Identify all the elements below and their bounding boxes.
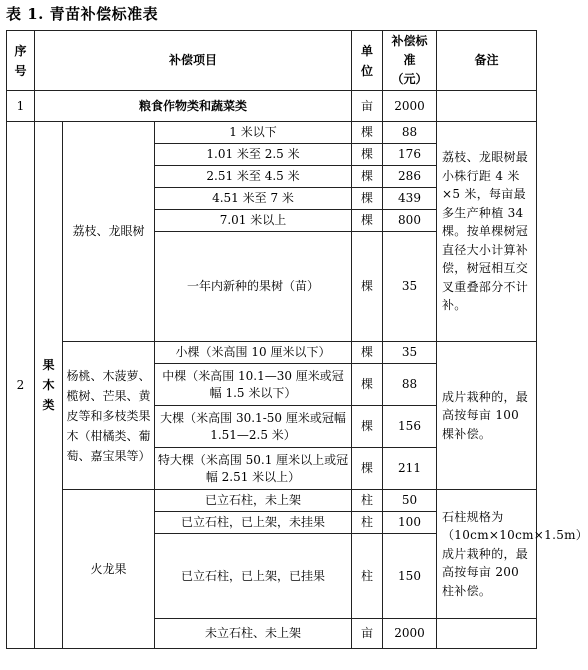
unit-cell: 亩 — [352, 619, 383, 649]
row1-seq: 1 — [7, 91, 35, 122]
std-cell: 35 — [383, 342, 437, 364]
std-cell: 439 — [383, 188, 437, 210]
header-seq: 序号 — [7, 31, 35, 91]
category-cell: 果木类 — [35, 122, 63, 649]
spec-cell: 4.51 米至 7 米 — [155, 188, 352, 210]
dragon-fruit-note: 石柱规格为（10cm×10cm×1.5m）成片栽种的，最高按每亩 200 柱补偿。 — [437, 490, 537, 619]
std-cell: 286 — [383, 166, 437, 188]
empty-note-cell — [437, 619, 537, 649]
row1-std: 2000 — [383, 91, 437, 122]
unit-cell: 棵 — [352, 448, 383, 490]
unit-cell: 棵 — [352, 188, 383, 210]
compensation-table — [6, 30, 588, 649]
spec-cell: 大棵（米高围 30.1-50 厘米或冠幅 1.51—2.5 米） — [155, 406, 352, 448]
spec-cell: 2.51 米至 4.5 米 — [155, 166, 352, 188]
table-row — [7, 490, 537, 512]
unit-cell: 棵 — [352, 364, 383, 406]
spec-cell: 7.01 米以上 — [155, 210, 352, 232]
row1-item: 粮食作物类和蔬菜类 — [35, 91, 352, 122]
std-cell: 88 — [383, 364, 437, 406]
unit-cell: 柱 — [352, 534, 383, 619]
header-row — [7, 31, 537, 91]
std-cell: 88 — [383, 122, 437, 144]
table-row — [7, 342, 537, 364]
spec-cell: 已立石柱，未上架 — [155, 490, 352, 512]
unit-cell: 柱 — [352, 512, 383, 534]
table-title: 表 1. 青苗补偿标准表 — [6, 5, 159, 23]
std-cell: 100 — [383, 512, 437, 534]
spec-cell: 未立石柱、未上架 — [155, 619, 352, 649]
header-std: 补偿标准（元） — [383, 31, 437, 91]
spec-cell: 已立石柱，已上架，未挂果 — [155, 512, 352, 534]
unit-cell: 柱 — [352, 490, 383, 512]
std-cell: 176 — [383, 144, 437, 166]
spec-cell: 中棵（米高围 10.1—30 厘米或冠幅 1.5 米以下） — [155, 364, 352, 406]
unit-cell: 棵 — [352, 232, 383, 342]
std-cell: 156 — [383, 406, 437, 448]
table-row — [7, 91, 537, 122]
std-cell: 800 — [383, 210, 437, 232]
std-cell: 35 — [383, 232, 437, 342]
row2-seq: 2 — [7, 122, 35, 649]
unit-cell: 棵 — [352, 122, 383, 144]
litchi-name: 荔枝、龙眼树 — [63, 122, 155, 342]
unit-cell: 棵 — [352, 144, 383, 166]
other-fruit-note: 成片栽种的，最高按每亩 100 棵补偿。 — [437, 342, 537, 490]
spec-cell: 小棵（米高围 10 厘米以下） — [155, 342, 352, 364]
unit-cell: 棵 — [352, 406, 383, 448]
std-cell: 150 — [383, 534, 437, 619]
table-row — [7, 122, 537, 144]
header-item: 补偿项目 — [35, 31, 352, 91]
std-cell: 2000 — [383, 619, 437, 649]
dragon-fruit-name: 火龙果 — [63, 490, 155, 649]
row1-note — [437, 91, 537, 122]
unit-cell: 棵 — [352, 210, 383, 232]
litchi-note: 荔枝、龙眼树最小株行距 4 米×5 米，每亩最多生产种植 34 棵。按单棵树冠直径大小计算补偿，树冠相互交叉重叠部分不计补。 — [437, 122, 537, 342]
std-cell: 50 — [383, 490, 437, 512]
unit-cell: 棵 — [352, 342, 383, 364]
other-fruit-name: 杨桃、木菠萝、榄树、芒果、黄皮等和多枝类果木（柑橘类、葡萄、嘉宝果等） — [63, 342, 155, 490]
spec-cell: 特大棵（米高围 50.1 厘米以上或冠幅 2.51 米以上） — [155, 448, 352, 490]
unit-cell: 棵 — [352, 166, 383, 188]
std-cell: 211 — [383, 448, 437, 490]
header-unit: 单位 — [352, 31, 383, 91]
header-note: 备注 — [437, 31, 537, 91]
spec-cell: 一年内新种的果树（苗） — [155, 232, 352, 342]
spec-cell: 1.01 米至 2.5 米 — [155, 144, 352, 166]
spec-cell: 已立石柱，已上架，已挂果 — [155, 534, 352, 619]
row1-unit: 亩 — [352, 91, 383, 122]
spec-cell: 1 米以下 — [155, 122, 352, 144]
